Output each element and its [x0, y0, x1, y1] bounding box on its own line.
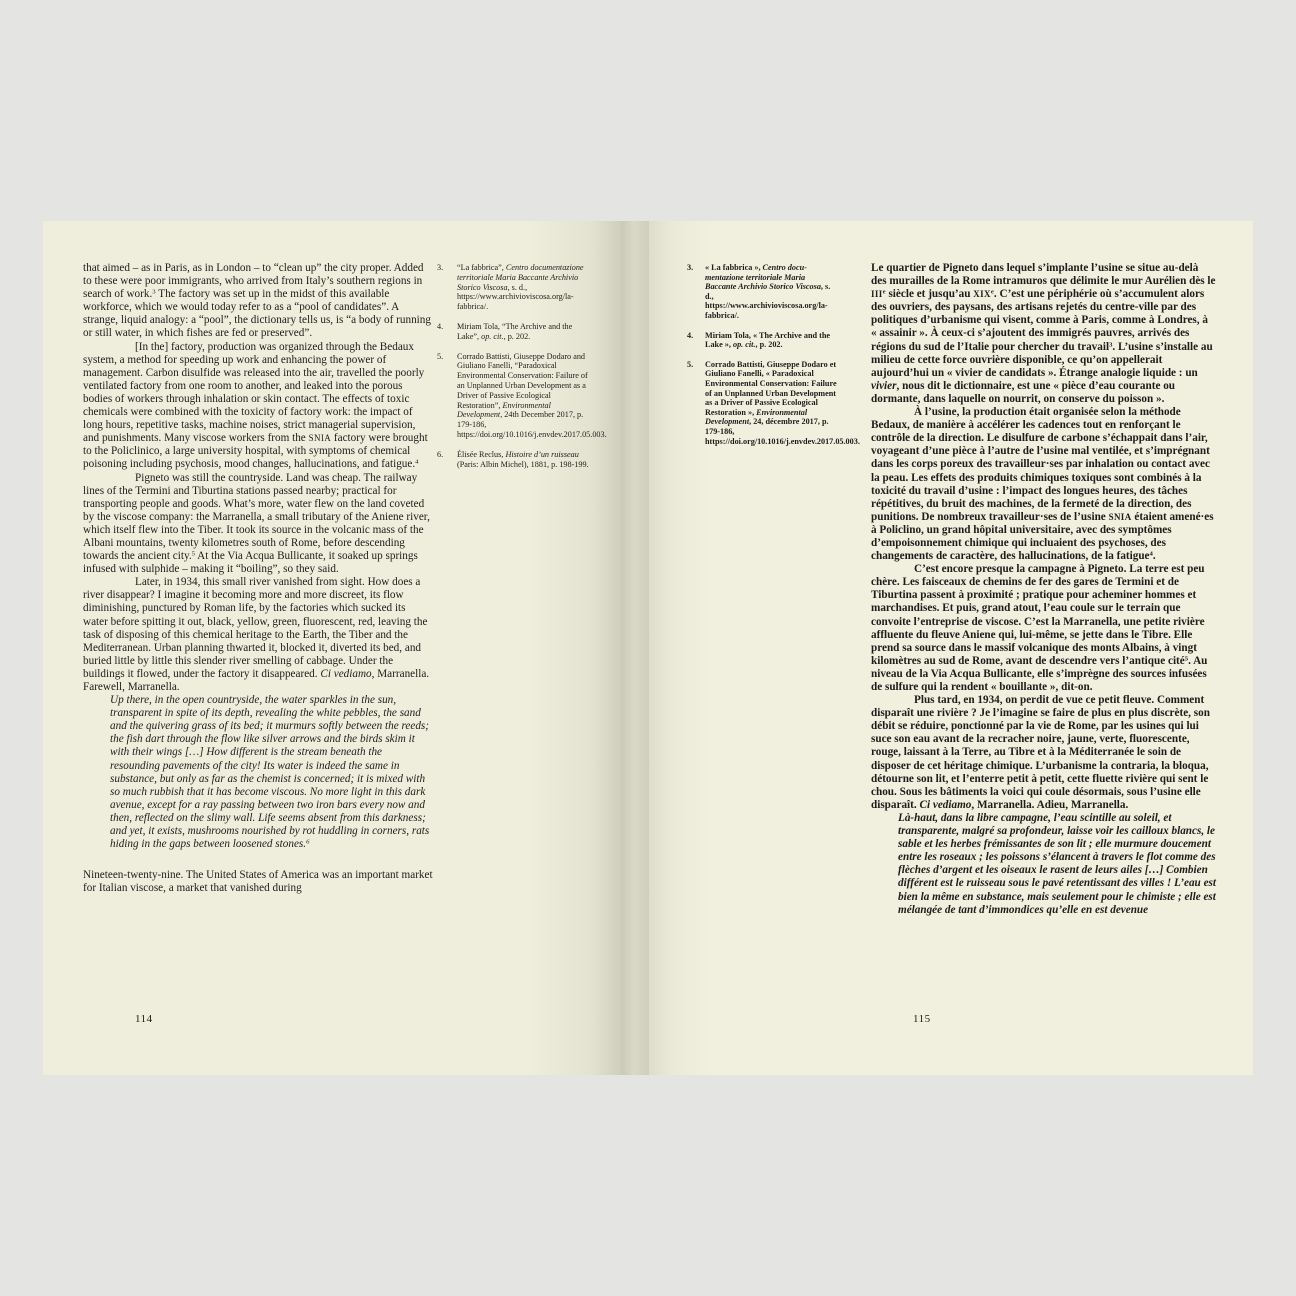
left-paragraph-1: that aimed – as in Paris, as in London – to “clean up” the city proper. Added to these were poor immigrants, who arrived from Italy’s southern regions in search of work.$^3$ The factory was set up in the midst of this available workforce, which we would today refer to as a “pool of candidates”. A strange, liquid analogy: a “pool”, the dictionary tells us, is “a body of running or still water, in which fishes are fed or preserved”.	[83, 262, 431, 340]
footnote-5: 5. Corrado Battisti, Giuseppe Dodaro et Giuliano Fanelli, « Paradoxical Environmental Conservation: Failure of an Unplanned Urban Development as a Driver of Passive Ecological Restoration », Environmental Development, 24, décembre 2017, p. 179-186, https://doi.org/10.1016/j.envdev.2017.05.003.	[687, 359, 860, 446]
footnote-3: 3. “La fabbrica”, Centro documentazione territoriale Maria Baccante Archivio Storico Viscosa, s. d., https://www.archivioviscosa.org/la-fabbrica/.	[437, 263, 584, 312]
left-footnotes	[437, 263, 607, 479]
left-body-text	[83, 262, 433, 895]
left-paragraph-4: Later, in 1934, this small river vanished from sight. How does a river disappear? I imagine it becoming more and more discreet, its flow diminishing, punctured by Roman life, by the factories which sucked its water before spitting it out, black, yellow, green, fluorescent, red, leaving the task of disposing of this chemical heritage to the Earth, the Tiber and the Mediterranean. Urban planning thwarted it, blocked it, diverted its bed, and buried little by little this slender river smelling of cabbage. Under the buildings it flowed, under the factory it disappeared. Ci vediamo, Marranella. Farewell, Marranella.	[83, 576, 430, 693]
left-paragraph-2: [In the] factory, production was organized through the Bedaux system, a method for speeding up work and enhancing the power of management. Carbon disulfide was released into the air, travelled the poorly ventilated factory from one room to another, and leaked into the porous bodies of workers through inhalation or skin contact. The effects of toxic chemicals were combined with the toxicity of factory work: the impact of long hours, repetitive tasks, machine noises, strict managerial supervision, and punishments. Many viscose workers from the SNIA factory were brought to the Policlinico, a large university hospital, with symptoms of chemical poisoning including psychosis, mood changes, hallucinations, and fatigue.$^4$	[83, 340, 428, 471]
right-paragraph-3: C’est encore presque la campagne à Pigneto. La terre est peu chère. Les faisceaux de chemins de fer des gares de Termini et de Tiburtina passent à proximité ; pratique pour acheminer hommes et marchandises. Et puis, grand atout, l’eau coule sur le terrain que convoite l’entreprise de viscose. C’est la Marranella, une petite rivière affluente du fleuve Aniene qui, lui-même, se jette dans le Tibre. Elle prend sa source dans le massif volcanique des monts Albains, à vingt kilomètres au sud de Rome, avant de descendre vers l’antique cité$^5$. Au niveau de la Via Acqua Bullicante, elle s’imprègne des sources infusées de sulfure qui la rendent « bouillante », dit-on.	[871, 563, 1208, 693]
right-body-text	[871, 262, 1216, 917]
left-page-number: 114	[135, 1013, 153, 1025]
footnote-6: 6. Élisée Reclus, Histoire d’un ruisseau (Paris: Albin Michel), 1881, p. 198-199.	[437, 449, 589, 469]
right-page-number: 115	[913, 1013, 931, 1025]
footnote-3: 3. « La fabbrica », Centro documentazione territoriale Maria Baccante Archivio Storico Viscosa, s. d., https://www.archivioviscosa.org/la-fabbrica/.	[687, 263, 831, 320]
book-gutter	[621, 221, 649, 1075]
left-block-quote: Up there, in the open countryside, the water sparkles in the sun, transparent in spite of its depth, revealing the white pebbles, the sand and the quivering grass of its bed; it murmurs softly between the reeds; the fish dart through the flow like silver arrows and the birds skim it with their wings […] How different is the stream beneath the resounding pavements of the city! Its water is indeed the same in substance, but only as far as the chemist is concerned; it is mixed with so much rubbish that it has become viscous. No more light in this dark avenue, except for a ray passing between two iron bars every now and then, reflected on the slimy wall. Life seems absent from this darkness; and yet, it exists, mushrooms nourished by rot huddling in corners, rats hiding in the gaps between loosened stones.$^6$	[110, 694, 430, 851]
footnote-5: 5. Corrado Battisti, Giuseppe Dodaro and Giuliano Fanelli, “Paradoxical Environmental Conservation: Failure of an Unplanned Urban Development as a Driver of Passive Ecological Restoration”, Environmental Development, 24th December 2017, p. 179-186, https://doi.org/10.1016/j.envdev.2017.05.003.	[437, 351, 607, 439]
right-paragraph-1: Le quartier de Pigneto dans lequel s’implante l’usine se situe au-delà des murailles de la Rome intramuros que délimite le mur Aurélien dès le IIIe siècle et jusqu’au XIXe. C’est une périphérie où s’accumulent alors des ouvriers, des paysans, des artisans rejetés du centre-ville par des politiques d’urbanisme qui visent, comme à Paris, comme à Londres, à « assainir ». À ceux-ci s’ajoutent des immigrés pauvres, arrivés des régions du sud de l’Italie pour chercher du travail$^3$. L’usine s’installe au milieu de cette force ouvrière disponible, ce qu’on appellerait aujourd’hui un « vivier de candidats ». Étrange analogie liquide : un vivier, nous dit le dictionnaire, est une « pièce d’eau courante ou dormante, dans laquelle on nourrit, on conserve du poisson ».	[871, 262, 1216, 405]
footnote-4: 4. Miriam Tola, « The Archive and the Lake », op. cit., p. 202.	[687, 330, 831, 350]
right-paragraph-2: À l’usine, la production était organisée selon la méthode Bedaux, de manière à accélérer les cadences tout en renforçant le contrôle de la direction. Le disulfure de carbone s’échappait dans l’air, voyageant d’une pièce à l’autre de l’usine mal ventilée, et s’imprégnant dans les corps poreux des travailleur·ses par inhalation ou contact avec la peau. Les effets des produits chimiques toxiques sont combinés à la toxicité du travail d’usine : l’impact des longues heures, des tâches répétitives, du bruit des machines, de la fermeté de la direction, des punitions. De nombreux travailleur·ses de l’usine SNIA étaient amené·es à Policlino, un grand hôpital universitaire, avec des symptômes d’empoisonnement chimique qui incluaient des psychoses, des changements de caractère, des hallucinations, de la fatigue$^4$.	[871, 406, 1214, 563]
left-paragraph-5: Nineteen-twenty-nine. The United States of America was an important market for Italian viscose, a market that vanished during	[83, 869, 433, 895]
right-paragraph-4: Plus tard, en 1934, on perdit de vue ce petit fleuve. Comment disparaît une rivière ? Je l’imagine se faire de plus en plus discrète, son débit se réduire, ponctionné par la vie de Rome, par les usines qui lui suce son eau avant de la recracher noire, jaune, verte, fluorescente, rouge, laissant à la Terre, au Tibre et à la Méditerranée le soin de disposer de cet héritage chimique. L’urbanisme la contraria, la bloqua, détourne son lit, et l’enterre petit à petit, cette fluette rivière qui sent le chou. Sous les bâtiments la voici qui coule désormais, sous l’usine elle disparaît. Ci vediamo, Marranella. Adieu, Marranella.	[871, 694, 1210, 811]
right-footnotes	[687, 263, 860, 456]
left-paragraph-3: Pigneto was still the countryside. Land was cheap. The railway lines of the Termini and Tiburtina stations passed nearby; practical for transporting people and goods. What’s more, water flew on the land coveted by the viscose company: the Marranella, a small tributary of the Aniene river, which itself flew into the Tiber. It took its source in the volcanic mass of the Albani mountains, twenty kilometres south of Rome, before descending towards the ancient city.$^5$ At the Via Acqua Bullicante, it soaked up springs infused with sulphide – making it “boiling”, so they said.	[83, 471, 430, 576]
right-block-quote: Là-haut, dans la libre campagne, l’eau scintille au soleil, et transparente, malgré sa profondeur, laisse voir les cailloux blancs, le sable et les herbes frémissantes de son lit ; elle murmure doucement entre les roseaux ; les poissons s’élancent à travers le flot comme des flèches d’argent et les oiseaux le rasent de leurs ailes […] Combien différent est le ruisseau sous le pavé retentissant des villes ! L’eau est bien la même en substance, mais seulement pour le chimiste ; elle est mélangée de tant d’immondices qu’elle en est devenue	[898, 811, 1217, 916]
footnote-4: 4. Miriam Tola, “The Archive and the Lake”, op. cit., p. 202.	[437, 321, 573, 341]
